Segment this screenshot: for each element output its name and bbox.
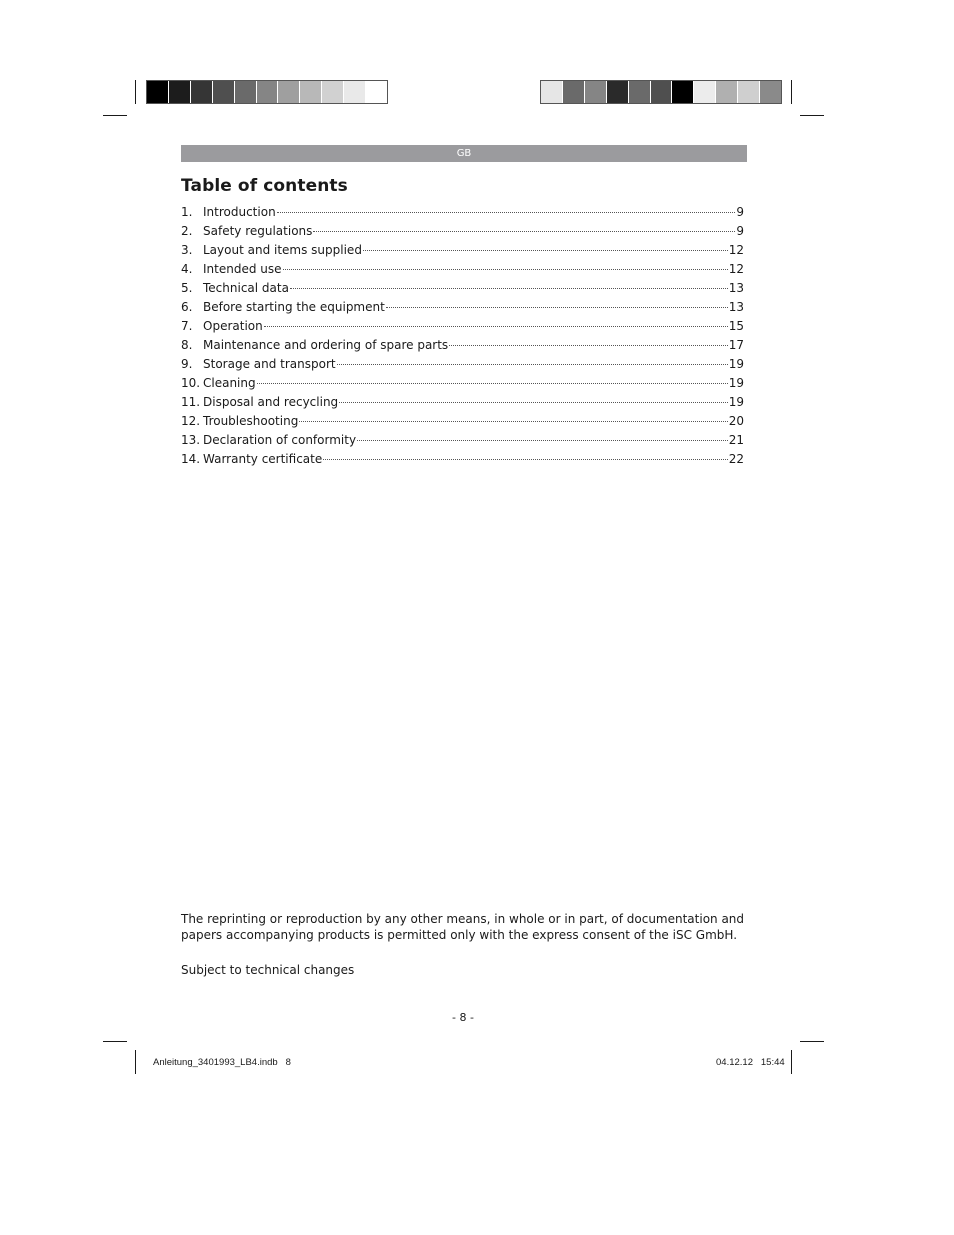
toc-entry-number: 14. xyxy=(181,452,201,466)
toc-entry-number: 7. xyxy=(181,319,193,333)
toc-entry-label: Intended use xyxy=(203,262,282,276)
crop-mark-top-left-vertical xyxy=(135,80,136,104)
slug-file-info: Anleitung_3401993_LB4.indb 8 xyxy=(153,1057,291,1068)
toc-dot-leader xyxy=(357,428,728,441)
toc-entry-label: Declaration of conformity xyxy=(203,433,357,447)
toc-entry[interactable] xyxy=(181,450,744,469)
color-swatch xyxy=(585,81,607,103)
toc-entry-page: 19 xyxy=(728,376,744,390)
toc-entry-number: 6. xyxy=(181,300,193,314)
color-swatch xyxy=(760,81,781,103)
toc-dot-leader xyxy=(339,390,728,403)
toc-entry-page: 13 xyxy=(728,300,744,314)
toc-entry-label: Disposal and recycling xyxy=(203,395,339,409)
color-swatch xyxy=(563,81,585,103)
toc-dot-leader xyxy=(337,352,728,365)
color-swatch xyxy=(694,81,716,103)
color-swatch xyxy=(147,81,169,103)
color-swatch xyxy=(541,81,563,103)
toc-entry-page: 13 xyxy=(728,281,744,295)
color-swatch xyxy=(366,81,387,103)
color-swatch xyxy=(300,81,322,103)
toc-entry-page: 19 xyxy=(728,357,744,371)
color-swatch xyxy=(716,81,738,103)
color-swatch xyxy=(191,81,213,103)
crop-mark-top-right-vertical xyxy=(791,80,792,104)
toc-entry-number: 3. xyxy=(181,243,193,257)
toc-dot-leader xyxy=(283,257,728,270)
toc-entry-label: Safety regulations xyxy=(203,224,313,238)
color-swatch xyxy=(169,81,191,103)
toc-entry-label: Operation xyxy=(203,319,263,333)
toc-dot-leader xyxy=(386,295,728,308)
toc-entry-page: 9 xyxy=(736,224,744,238)
color-calibration-bar-right xyxy=(540,80,782,104)
toc-entry-page: 17 xyxy=(728,338,744,352)
toc-dot-leader xyxy=(277,200,736,213)
toc-entry-page: 9 xyxy=(736,205,744,219)
toc-entry-page: 12 xyxy=(728,262,744,276)
color-swatch xyxy=(213,81,235,103)
toc-entry-label: Troubleshooting xyxy=(203,414,299,428)
toc-entry-number: 5. xyxy=(181,281,193,295)
color-swatch xyxy=(344,81,366,103)
toc-entry-page: 20 xyxy=(728,414,744,428)
toc-entry-page: 15 xyxy=(728,319,744,333)
toc-entry-label: Maintenance and ordering of spare parts xyxy=(203,338,449,352)
crop-mark-top-right-horizontal xyxy=(800,115,824,116)
toc-entry-number: 2. xyxy=(181,224,193,238)
toc-entry-page: 19 xyxy=(728,395,744,409)
toc-entry-number: 9. xyxy=(181,357,193,371)
toc-dot-leader xyxy=(299,409,727,422)
page-title: Table of contents xyxy=(181,176,348,196)
toc-list xyxy=(181,203,744,469)
toc-dot-leader xyxy=(449,333,728,346)
toc-entry-page: 21 xyxy=(728,433,744,447)
color-swatch xyxy=(738,81,760,103)
toc-entry-label: Introduction xyxy=(203,205,276,219)
toc-entry-label: Storage and transport xyxy=(203,357,336,371)
slug-date-time: 04.12.12 15:44 xyxy=(716,1057,785,1068)
toc-entry-number: 1. xyxy=(181,205,193,219)
crop-mark-bottom-left-horizontal xyxy=(103,1041,127,1042)
page-number: - 8 - xyxy=(452,1011,474,1024)
crop-mark-bottom-right-vertical xyxy=(791,1050,792,1074)
color-swatch xyxy=(235,81,257,103)
color-swatch xyxy=(257,81,279,103)
toc-entry-label: Technical data xyxy=(203,281,289,295)
crop-mark-bottom-right-horizontal xyxy=(800,1041,824,1042)
color-swatch xyxy=(651,81,673,103)
toc-entry-label: Cleaning xyxy=(203,376,256,390)
color-swatch xyxy=(322,81,344,103)
toc-entry-number: 12. xyxy=(181,414,201,428)
toc-entry-label: Warranty certificate xyxy=(203,452,323,466)
toc-dot-leader xyxy=(363,238,728,251)
color-calibration-bar-left xyxy=(146,80,388,104)
color-swatch xyxy=(607,81,629,103)
toc-entry-number: 11. xyxy=(181,395,201,409)
language-band xyxy=(181,145,747,162)
language-code: GB xyxy=(456,148,472,159)
toc-entry-label: Before starting the equipment xyxy=(203,300,385,314)
technical-changes-note: Subject to technical changes xyxy=(181,963,355,977)
toc-entry-number: 8. xyxy=(181,338,193,352)
color-swatch xyxy=(629,81,651,103)
crop-mark-top-left-horizontal xyxy=(103,115,127,116)
toc-dot-leader xyxy=(257,371,728,384)
toc-entry-number: 13. xyxy=(181,433,201,447)
toc-dot-leader xyxy=(290,276,728,289)
toc-entry-label: Layout and items supplied xyxy=(203,243,362,257)
toc-dot-leader xyxy=(264,314,728,327)
crop-mark-bottom-left-vertical xyxy=(135,1050,136,1074)
toc-dot-leader xyxy=(323,447,727,460)
toc-entry-page: 12 xyxy=(728,243,744,257)
copyright-notice: The reprinting or reproduction by any other means, in whole or in part, of documentation and papers accompanying products is permitted only with the express consent of the iSC GmbH. xyxy=(181,912,745,942)
toc-dot-leader xyxy=(313,219,735,232)
toc-entry-number: 10. xyxy=(181,376,201,390)
toc-entry-number: 4. xyxy=(181,262,193,276)
color-swatch xyxy=(278,81,300,103)
color-swatch xyxy=(672,81,694,103)
toc-entry-page: 22 xyxy=(728,452,744,466)
